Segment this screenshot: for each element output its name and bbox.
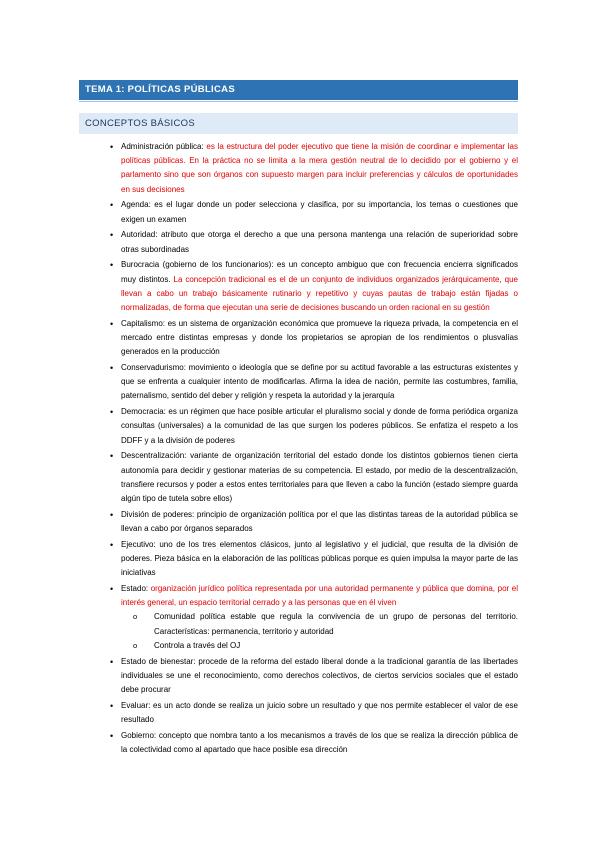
concept-definition-highlight: es la estructura del poder ejecutivo que tiene la misión de coordinar e implementar las políticas públicas. En la práctica no se limita a la mera gestión neutral de lo decidido por el gobierno y el parlamento sino que son órganos con supuesto margen para incluir preferencias y cálculos de oportunidades en sus decisiones <box>121 142 518 194</box>
concept-term: Agenda: <box>121 200 155 210</box>
concept-item <box>79 538 518 581</box>
concept-subitem: o Controla a través del OJ <box>121 639 518 653</box>
concept-term: Capitalismo: <box>121 318 168 328</box>
concept-term: Estado: <box>121 584 151 594</box>
concept-item <box>79 317 518 360</box>
concept-item <box>79 508 518 536</box>
concept-item <box>79 655 518 698</box>
concept-term: Descentralización: <box>121 451 191 461</box>
concept-item <box>79 405 518 448</box>
concept-term: Estado de bienestar: <box>121 656 199 666</box>
document-title: TEMA 1: POLÍTICAS PÚBLICAS <box>79 80 518 100</box>
concept-definition: es un acto donde se realiza un juicio sobre un resultado y que nos permite establecer el valor de ese resultado <box>121 700 519 725</box>
concept-term: Autoridad: <box>121 230 161 240</box>
concept-item <box>79 449 518 506</box>
concept-definition: uno de los tres elementos clásicos, junto al legislativo y el judicial, que resulta de la división de poderes. Pieza básica en la elaboración de las políticas públicas porque es quien impulsa la mayor parte de las iniciativas <box>121 539 518 578</box>
concept-definition-highlight: organización jurídico política representada por una autoridad permanente y pública que domina, por el interés general, un espacio territorial cerrado y a las personas que en él viven <box>121 584 519 608</box>
concept-definition-highlight: La concepción tradicional es el de un conjunto de individuos organizados jerárquicamente, que llevan a cabo un trabajo básicamente rutinario y repetitivo y cuyas pautas de trabajo están fijadas o normalizadas, de forma que ejecutan una serie de decisiones buscando un orden racional en su gestión <box>121 274 518 313</box>
concept-definition: principio de organización política por el que las distintas tareas de la autoridad pública se llevan a cabo por órganos separados <box>121 509 519 534</box>
concept-term: Ejecutivo: <box>121 539 160 549</box>
concept-term: Administración pública: <box>121 142 207 151</box>
concept-definition: es un régimen que hace posible articular el pluralismo social y donde de forma periódica organiza consultas (universales) a la comunidad de las que surgen los poderes públicos. Se enfatiza el respeto a los DDFF y a la división de poderes <box>121 407 518 445</box>
concept-term: Gobierno: <box>121 730 159 740</box>
concept-item <box>79 228 518 256</box>
concept-item <box>79 699 518 727</box>
concept-subitem: o Comunidad política estable que regula la convivencia de un grupo de personas del territorio. Características: permanencia, territorio y autoridad <box>121 610 518 638</box>
concept-definition: procede de la reforma del estado liberal donde a la tradicional garantía de las libertades individuales se une el reconocimiento, como derechos colectivos, de ciertos servicios sociales que el estado debe procurar <box>121 656 518 695</box>
concept-item <box>79 140 518 197</box>
concept-term: Democracia: <box>121 407 169 417</box>
concept-definition: es el lugar donde un poder selecciona y clasifica, por su importancia, los temas o cuestiones que exigen un examen <box>121 200 519 224</box>
concept-term: Conservadurismo: <box>121 363 189 373</box>
concept-term: División de poderes: <box>121 509 197 519</box>
concept-item <box>79 361 518 404</box>
section-heading: CONCEPTOS BÁSICOS <box>79 113 518 134</box>
concept-item <box>79 258 518 315</box>
concepts-list <box>79 140 518 759</box>
concept-item <box>79 582 518 653</box>
concept-definition: (gobierno de los funcionarios): es un concepto ambiguo que con frecuencia encierra significados muy distintos. <box>121 260 519 284</box>
concept-definition: concepto que nombra tanto a los mecanismos a través de los que se realiza la dirección pública de la colectividad como al apartado que hace posible esa dirección <box>121 730 519 755</box>
concept-definition: es un sistema de organización económica que promueve la riqueza privada, la competencia en el mercado entre distintas empresas y donde los propietarios se apropian de los rendimientos o plusvalías generados en la producción <box>121 318 518 357</box>
title-underline <box>79 101 518 102</box>
concept-subitems <box>121 610 518 653</box>
concept-definition: variante de organización territorial del estado donde los distintos gobiernos tienen cierta autonomía para decidir y gestionar materias de su competencia. El estado, por medio de la descentralización, transfiere recursos y poder a estos entes territoriales para que lleven a cabo la función (estado siempre guarda algún tipo de tutela sobre ellos) <box>121 451 518 504</box>
concept-item <box>79 198 518 226</box>
concept-term: Evaluar: <box>121 700 153 710</box>
concept-term: Burocracia <box>121 260 163 270</box>
concept-definition: movimiento o ideología que se define por su actitud favorable a las estructuras existentes y que se enfrenta a cualquier intento de modificarlas. Afirma la idea de nación, permite las costumbres, familia, paternalismo, sentido del deber y religión y respeta la autoridad y la jerarquía <box>121 363 518 401</box>
concept-item <box>79 729 518 757</box>
concept-definition: atributo que otorga el derecho a que una persona mantenga una relación de superioridad sobre otras subordinadas <box>121 230 518 254</box>
